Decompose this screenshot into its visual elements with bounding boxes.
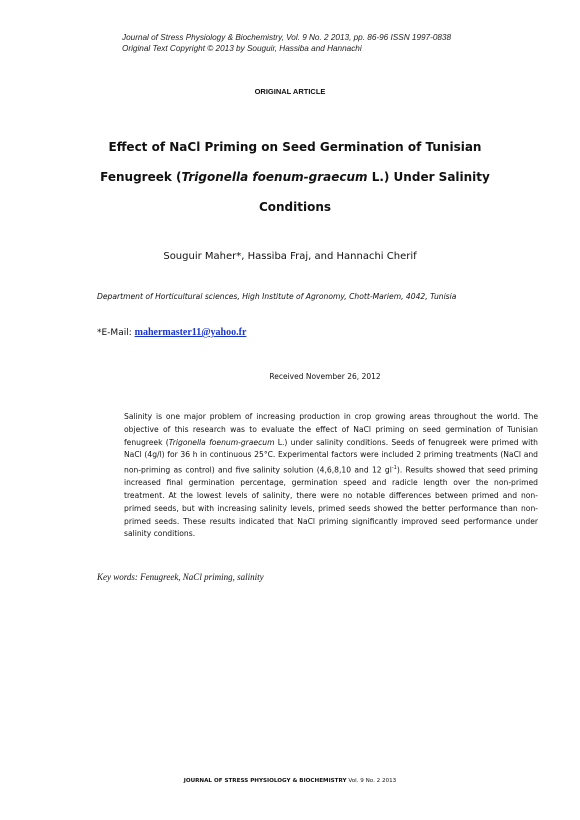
- article-type: ORIGINAL ARTICLE: [254, 87, 326, 96]
- journal-citation: Journal of Stress Physiology & Biochemistry, Vol. 9 No. 2 2013, pp. 86-96 ISSN 1997-0838: [122, 33, 452, 42]
- title-line-2: [60, 162, 530, 192]
- copyright-line: Original Text Copyright © 2013 by Souguir, Hassiba and Hannachi: [122, 44, 362, 53]
- title-line-3: Conditions: [258, 200, 332, 214]
- email-link[interactable]: mahermaster11@yahoo.fr: [134, 327, 247, 338]
- abstract-superscript: -1: [391, 465, 397, 471]
- abstract-text: L.) under salinity conditions. Seeds of fenugreek were primed with NaCl (4g/l) for 36 h in continuous 25°C. Experimental factors were included 2 priming treatments (NaCl and non-priming as control) and five salinity solution (4,6,8,10 and 12 gl: [124, 437, 538, 475]
- email-label: *E-Mail:: [97, 328, 135, 338]
- footer-volume: Vol. 9 No. 2 2013: [346, 778, 397, 784]
- keywords: Key words: Fenugreek, NaCl priming, salinity: [97, 572, 264, 582]
- abstract-text: Salinity is one major problem of increasing production in crop growing areas throughout the world. The objective of this research was to evaluate the effect of NaCl priming on seed germination of Tunisian fenugreek (: [124, 412, 538, 447]
- title-text: L.) Under Salinity: [367, 170, 490, 184]
- abstract-text: ). Results showed that seed priming increased final germination percentage, germination speed and radicle length over the non-primed treatment. At the lowest levels of salinity, there were no notable differences between primed and non-primed seeds, but with increasing salinity levels, primed seeds showed the better performance than non-primed seeds. These results indicated that NaCl priming significantly improved seed performance under salinity conditions.: [124, 465, 538, 539]
- title-text: Fenugreek (: [100, 170, 182, 184]
- affiliation: Department of Horticultural sciences, High Institute of Agronomy, Chott-Mariem, 4042, Tunisia: [97, 292, 457, 301]
- contact-email: [97, 327, 246, 338]
- article-title: [60, 132, 530, 222]
- received-date: Received November 26, 2012: [269, 372, 381, 381]
- page-footer: [0, 778, 580, 784]
- abstract: [124, 411, 538, 541]
- abstract-species: Trigonella foenum-graecum: [168, 437, 275, 447]
- title-line-1: Effect of NaCl Priming on Seed Germination of Tunisian: [108, 140, 482, 154]
- author-list: Souguir Maher*, Hassiba Fraj, and Hannachi Cherif: [163, 251, 417, 262]
- footer-journal: JOURNAL OF STRESS PHYSIOLOGY & BIOCHEMISTRY: [183, 778, 347, 784]
- title-species: Trigonella foenum-graecum: [181, 170, 368, 184]
